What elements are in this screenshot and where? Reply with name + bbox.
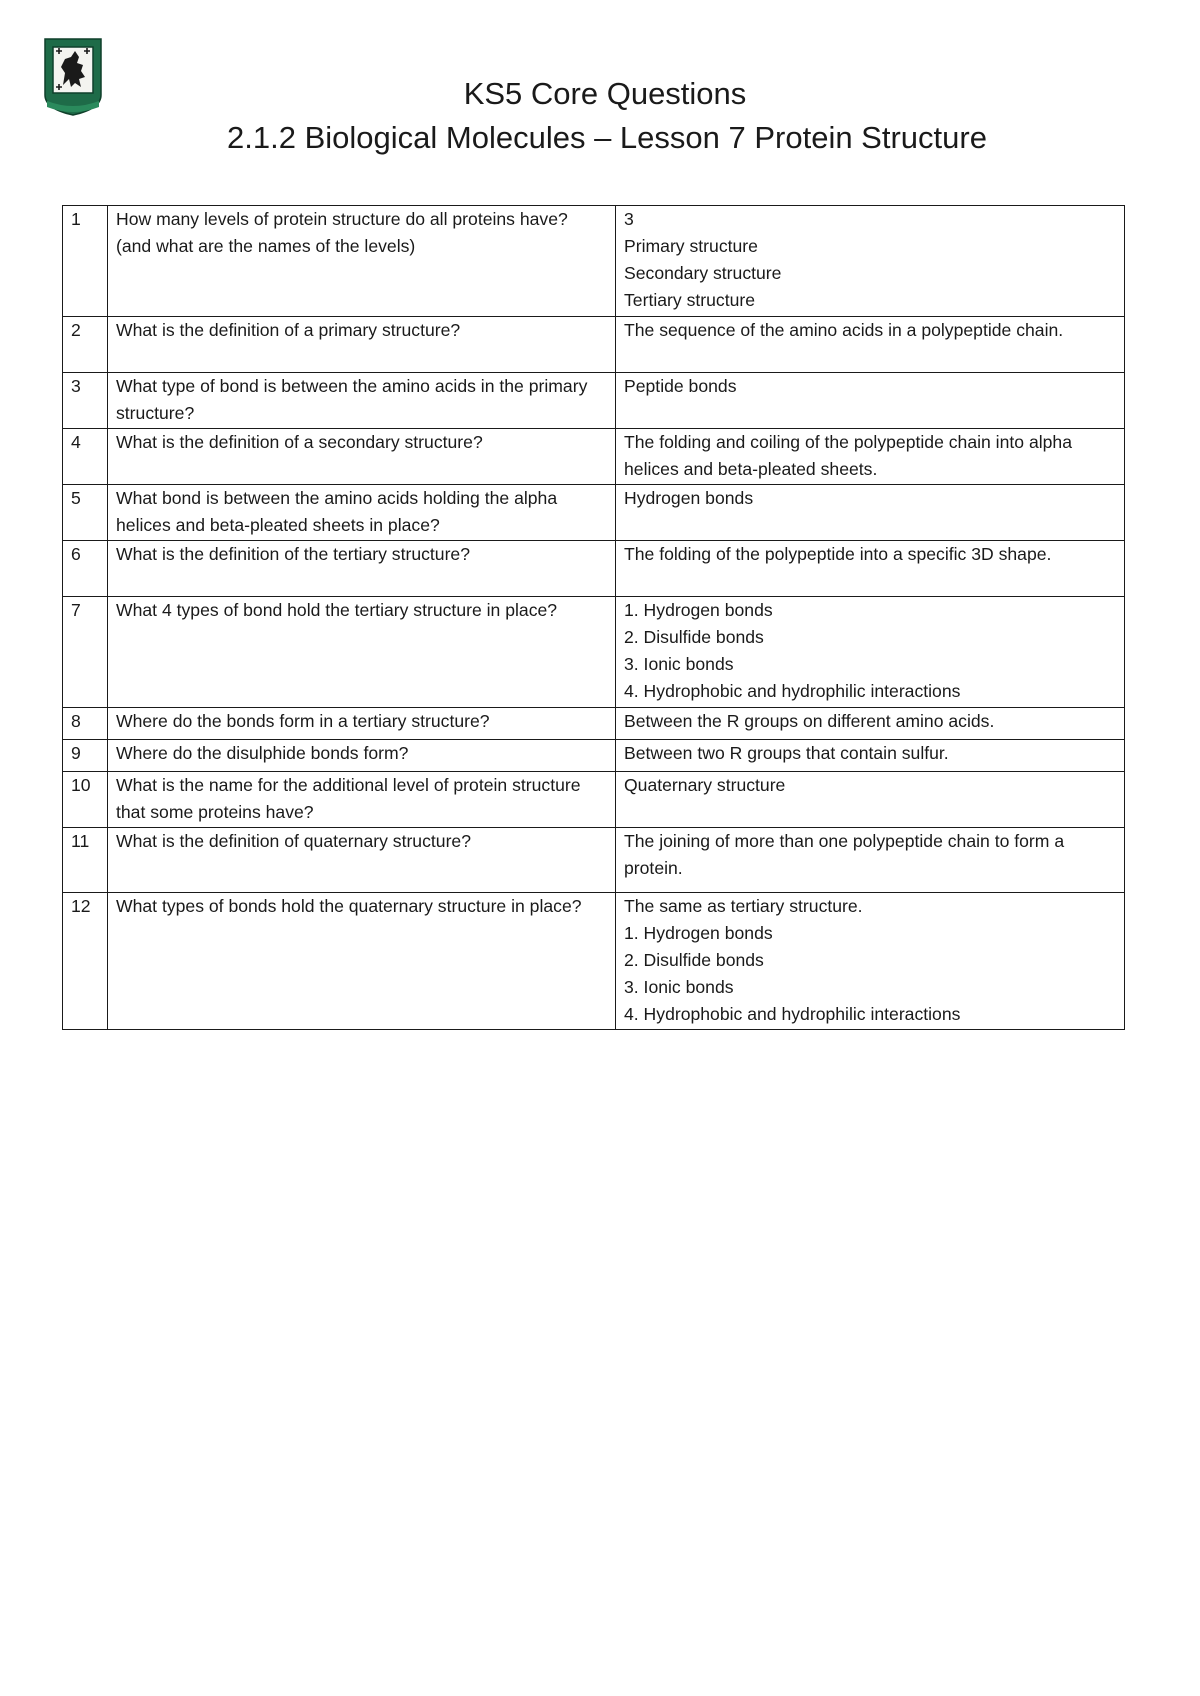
answer-cell xyxy=(616,597,1125,708)
table-row xyxy=(63,740,1125,772)
table-row xyxy=(63,373,1125,429)
page-subtitle: 2.1.2 Biological Molecules – Lesson 7 Protein Structure xyxy=(227,120,987,155)
question-text: Where do the bonds form in a tertiary structure? xyxy=(108,708,616,740)
answer-line: Quaternary structure xyxy=(624,775,786,795)
table-row xyxy=(63,708,1125,740)
question-text: What is the definition of the tertiary structure? xyxy=(108,541,616,597)
question-number: 8 xyxy=(63,708,108,740)
question-text: What type of bond is between the amino acids in the primary structure? xyxy=(108,373,616,429)
question-text: Where do the disulphide bonds form? xyxy=(108,740,616,772)
answer-line: 1. Hydrogen bonds xyxy=(624,600,773,620)
table-row xyxy=(63,828,1125,893)
answer-line: 3. Ionic bonds xyxy=(624,654,734,674)
question-number: 11 xyxy=(63,828,108,893)
table-row xyxy=(63,541,1125,597)
question-text: What 4 types of bond hold the tertiary structure in place? xyxy=(108,597,616,708)
question-number: 10 xyxy=(63,772,108,828)
question-number: 2 xyxy=(63,317,108,373)
answer-line: The joining of more than one polypeptide chain to form a protein. xyxy=(624,831,1065,878)
answer-line: Peptide bonds xyxy=(624,376,737,396)
answer-line: The folding and coiling of the polypeptide chain into alpha helices and beta-pleated sheets. xyxy=(624,432,1072,479)
answer-line: 1. Hydrogen bonds xyxy=(624,923,773,943)
question-number: 4 xyxy=(63,429,108,485)
answer-line: Primary structure xyxy=(624,236,758,256)
answer-line: Secondary structure xyxy=(624,263,782,283)
answer-line: The same as tertiary structure. xyxy=(624,896,863,916)
answer-cell xyxy=(616,893,1125,1030)
answer-cell xyxy=(616,429,1125,485)
answer-cell xyxy=(616,740,1125,772)
table-row xyxy=(63,206,1125,317)
answer-line: The folding of the polypeptide into a specific 3D shape. xyxy=(624,544,1052,564)
question-number: 6 xyxy=(63,541,108,597)
question-text: What is the definition of a secondary structure? xyxy=(108,429,616,485)
answer-line: 4. Hydrophobic and hydrophilic interactions xyxy=(624,1004,961,1024)
answer-cell xyxy=(616,373,1125,429)
answer-line: Between two R groups that contain sulfur. xyxy=(624,743,949,763)
answer-line: 3 xyxy=(624,209,634,229)
page-header xyxy=(0,72,1200,160)
page-title: KS5 Core Questions xyxy=(463,76,747,111)
answer-line: 2. Disulfide bonds xyxy=(624,627,764,647)
question-text: What types of bonds hold the quaternary structure in place? xyxy=(108,893,616,1030)
answer-line: Between the R groups on different amino acids. xyxy=(624,711,995,731)
answer-line: 4. Hydrophobic and hydrophilic interactions xyxy=(624,681,961,701)
answer-cell xyxy=(616,828,1125,893)
table-row xyxy=(63,597,1125,708)
answer-line: Tertiary structure xyxy=(624,290,756,310)
question-number: 5 xyxy=(63,485,108,541)
question-number: 3 xyxy=(63,373,108,429)
question-text: What bond is between the amino acids holding the alpha helices and beta-pleated sheets in place? xyxy=(108,485,616,541)
question-text: How many levels of protein structure do all proteins have? (and what are the names of the levels) xyxy=(108,206,616,317)
table-row xyxy=(63,485,1125,541)
answer-line: 2. Disulfide bonds xyxy=(624,950,764,970)
table-row xyxy=(63,893,1125,1030)
question-text: What is the name for the additional level of protein structure that some proteins have? xyxy=(108,772,616,828)
answer-cell xyxy=(616,206,1125,317)
answer-line: 3. Ionic bonds xyxy=(624,977,734,997)
question-number: 1 xyxy=(63,206,108,317)
question-number: 12 xyxy=(63,893,108,1030)
answer-line: Hydrogen bonds xyxy=(624,488,754,508)
answer-cell xyxy=(616,772,1125,828)
questions-table-body xyxy=(63,206,1125,1030)
answer-line: The sequence of the amino acids in a polypeptide chain. xyxy=(624,320,1064,340)
question-text: What is the definition of a primary structure? xyxy=(108,317,616,373)
answer-cell xyxy=(616,317,1125,373)
question-text: What is the definition of quaternary structure? xyxy=(108,828,616,893)
question-number: 7 xyxy=(63,597,108,708)
table-row xyxy=(63,429,1125,485)
table-row xyxy=(63,317,1125,373)
answer-cell xyxy=(616,708,1125,740)
answer-cell xyxy=(616,485,1125,541)
answer-cell xyxy=(616,541,1125,597)
table-row xyxy=(63,772,1125,828)
questions-table xyxy=(62,205,1125,1030)
question-number: 9 xyxy=(63,740,108,772)
